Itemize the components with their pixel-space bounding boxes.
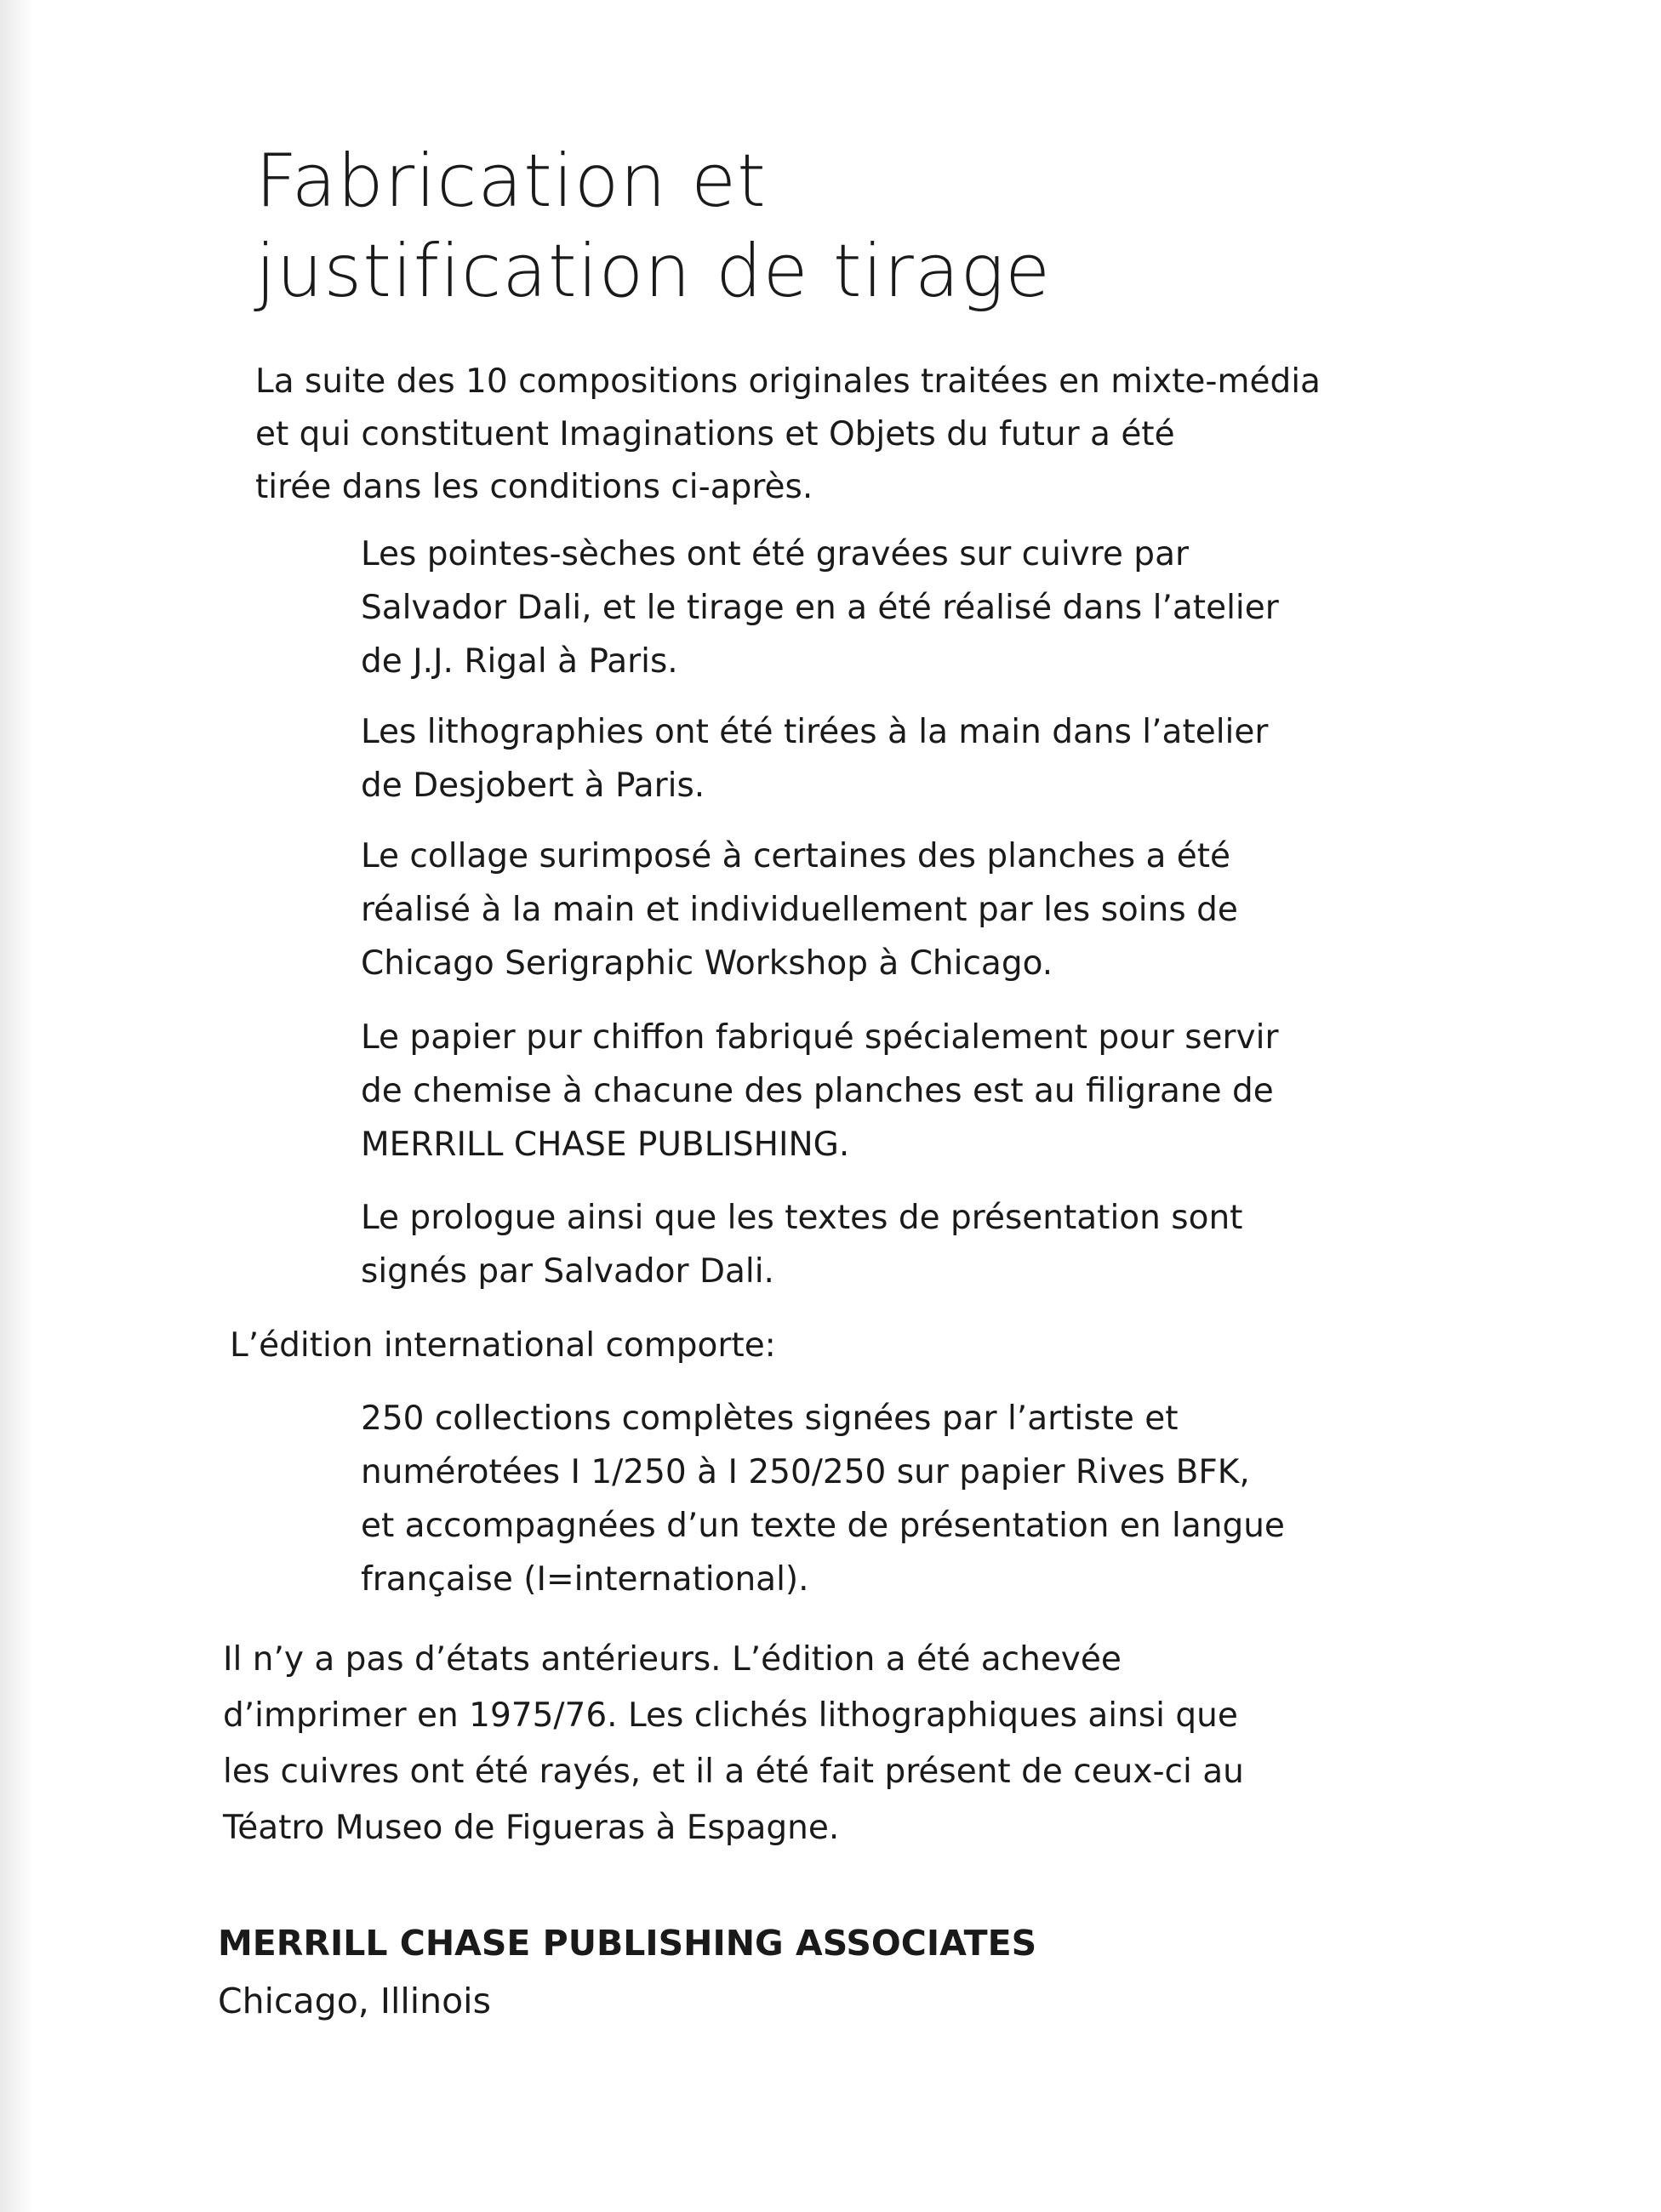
paragraph-line: Le papier pur chiffon fabriqué spécialement pour servir	[361, 1018, 1279, 1057]
paragraph-line: de Desjobert à Paris.	[361, 767, 705, 805]
paragraph-line: Chicago Serigraphic Workshop à Chicago.	[361, 944, 1053, 983]
paragraph-line: Le prologue ainsi que les textes de présentation sont	[361, 1199, 1243, 1237]
publisher-name: MERRILL CHASE PUBLISHING ASSOCIATES	[218, 1923, 1037, 1964]
paragraph-edition-details	[361, 1392, 1382, 1606]
paragraph-pointes-seches	[361, 527, 1382, 688]
paragraph-line: signés par Salvador Dali.	[361, 1252, 774, 1291]
paragraph-line: Le collage surimposé à certaines des planches a été	[361, 837, 1231, 875]
paragraph-line: de chemise à chacune des planches est au filigrane de	[361, 1072, 1274, 1110]
closing-line: Il n’y a pas d’états antérieurs. L’édition a été achevée	[223, 1640, 1122, 1679]
page-edge-shadow	[0, 0, 34, 2212]
closing-line: d’imprimer en 1975/76. Les clichés lithographiques ainsi que	[223, 1696, 1238, 1735]
intro-line: La suite des 10 compositions originales traitées en mixte-média	[255, 362, 1321, 401]
publisher-city: Chicago, Illinois	[218, 1981, 491, 2021]
intro-paragraph	[255, 356, 1361, 514]
title-line-2: justification de tirage	[255, 229, 1052, 314]
page-title	[255, 136, 1276, 316]
paragraph-line: Salvador Dali, et le tirage en a été réalisé dans l’atelier	[361, 589, 1279, 627]
edition-heading: L’édition international comporte:	[230, 1326, 776, 1365]
paragraph-line: MERRILL CHASE PUBLISHING.	[361, 1126, 850, 1164]
paragraph-line: française (I=international).	[361, 1560, 809, 1599]
paragraph-collage	[361, 830, 1382, 990]
intro-line: et qui constituent Imaginations et Objets du futur a été	[255, 415, 1175, 453]
closing-line: Téatro Museo de Figueras à Espagne.	[223, 1809, 840, 1847]
paragraph-lithographies	[361, 705, 1382, 812]
paragraph-papier	[361, 1011, 1382, 1172]
paragraph-line: numérotées I 1/250 à I 250/250 sur papier Rives BFK,	[361, 1453, 1250, 1491]
paragraph-line: réalisé à la main et individuellement par les soins de	[361, 891, 1238, 929]
paragraph-line: Les lithographies ont été tirées à la main dans l’atelier	[361, 713, 1269, 751]
intro-line: tirée dans les conditions ci-après.	[255, 468, 813, 506]
paragraph-line: et accompagnées d’un texte de présentation en langue	[361, 1507, 1285, 1545]
closing-paragraph	[223, 1632, 1414, 1856]
title-line-1: Fabrication et	[255, 139, 767, 224]
paragraph-line: 250 collections complètes signées par l’artiste et	[361, 1400, 1179, 1438]
paragraph-line: de J.J. Rigal à Paris.	[361, 642, 678, 681]
paragraph-prologue	[361, 1191, 1382, 1298]
closing-line: les cuivres ont été rayés, et il a été fait présent de ceux-ci au	[223, 1753, 1244, 1791]
paragraph-line: Les pointes-sèches ont été gravées sur cuivre par	[361, 535, 1190, 573]
